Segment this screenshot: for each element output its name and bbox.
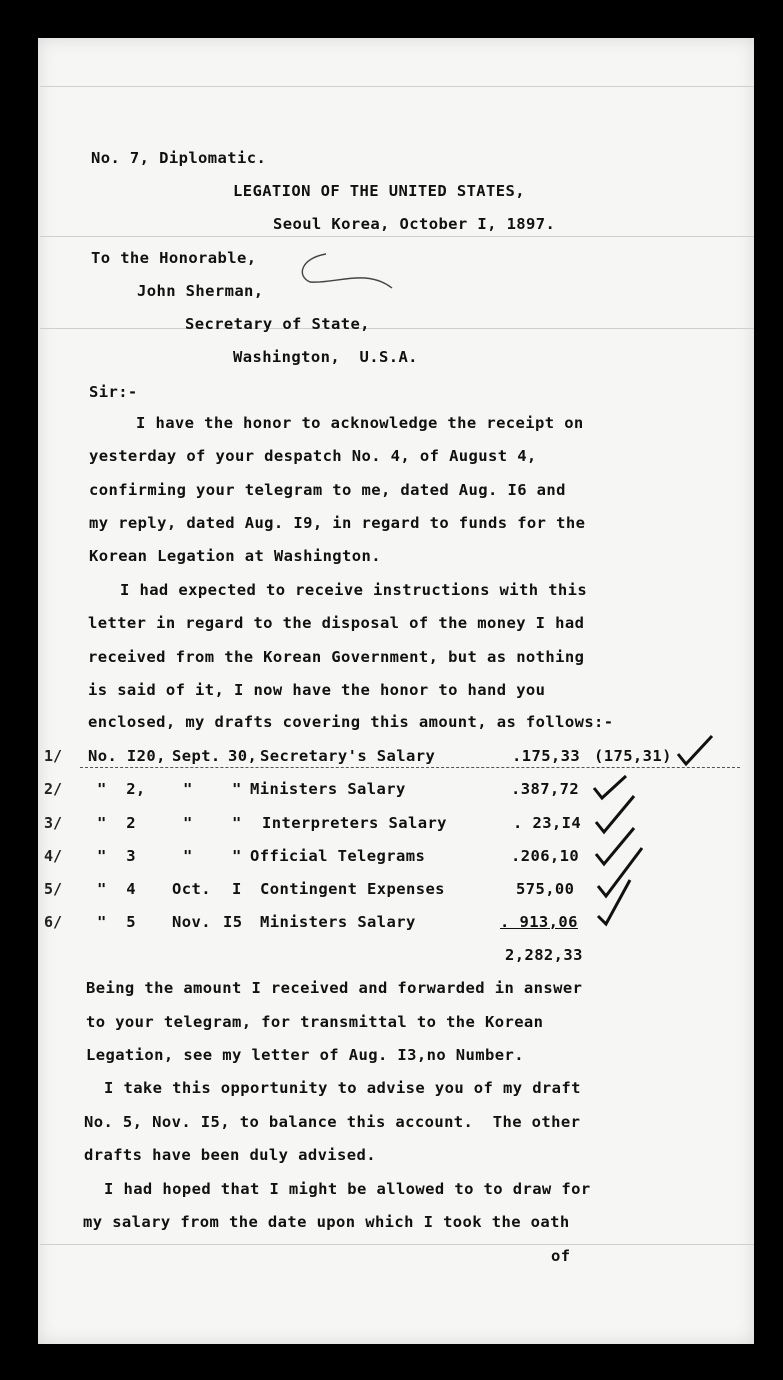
address-line: Washington, U.S.A.: [233, 348, 418, 366]
paragraph-line: is said of it, I now have the honor to hand you: [88, 681, 546, 699]
paragraph-line: enclosed, my drafts covering this amount, as follows:-: [88, 713, 614, 731]
check-icon: [598, 848, 642, 896]
draft-number: " 2,: [97, 780, 146, 798]
place-date: Seoul Korea, October I, 1897.: [273, 215, 556, 233]
draft-number: " 5: [97, 913, 136, 931]
paragraph-line: I had expected to receive instructions with this: [120, 581, 588, 599]
address-line: To the Honorable,: [91, 249, 257, 267]
draft-day: ": [232, 814, 242, 832]
paper-rule: [40, 1244, 754, 1245]
draft-month: ": [183, 847, 193, 865]
check-icon: [596, 796, 634, 832]
paper-rule: [40, 236, 754, 237]
paragraph-line: letter in regard to the disposal of the money I had: [88, 614, 585, 632]
draft-month: ": [183, 780, 193, 798]
paragraph-line: my salary from the date upon which I took the oath: [83, 1213, 570, 1231]
draft-margin-mark: 4/: [44, 847, 63, 865]
paragraph-line: I have the honor to acknowledge the receipt on: [136, 414, 584, 432]
draft-description: Secretary's Salary: [260, 747, 436, 765]
paragraph-line: I take this opportunity to advise you of my draft: [104, 1079, 581, 1097]
draft-amount: .387,72: [511, 780, 580, 798]
paragraph-line: yesterday of your despatch No. 4, of August 4,: [89, 447, 537, 465]
paragraph-line: confirming your telegram to me, dated Aug. I6 and: [89, 481, 566, 499]
draft-description: Ministers Salary: [250, 780, 406, 798]
draft-number: " 2: [97, 814, 136, 832]
draft-description: Ministers Salary: [260, 913, 416, 931]
paragraph-line: I had hoped that I might be allowed to to draw for: [104, 1180, 591, 1198]
draft-month: Sept.: [172, 747, 221, 765]
check-icon: [594, 776, 626, 798]
draft-day: I5: [223, 913, 243, 931]
paragraph-line: Being the amount I received and forwarded in answer: [86, 979, 583, 997]
draft-margin-mark: 2/: [44, 780, 63, 798]
check-marks: [590, 730, 720, 930]
check-icon: [678, 736, 712, 764]
catchword: of: [551, 1247, 571, 1265]
draft-description: Interpreters Salary: [262, 814, 447, 832]
draft-day: ": [232, 847, 242, 865]
draft-month: ": [183, 814, 193, 832]
draft-month: Nov.: [172, 913, 211, 931]
address-line: John Sherman,: [137, 282, 264, 300]
draft-number: No. I20,: [88, 747, 166, 765]
paper-rule: [40, 328, 754, 329]
draft-month: Oct.: [172, 880, 211, 898]
draft-margin-mark: 3/: [44, 814, 63, 832]
draft-total: 2,282,33: [505, 946, 583, 964]
draft-amount: .175,33: [512, 747, 581, 765]
paragraph-line: to your telegram, for transmittal to the Korean: [86, 1013, 544, 1031]
paragraph-line: No. 5, Nov. I5, to balance this account. The other: [84, 1113, 581, 1131]
paper-rule: [40, 86, 754, 87]
pencil-scribble: [296, 246, 406, 296]
draft-amount: .206,10: [511, 847, 580, 865]
paragraph-line: my reply, dated Aug. I9, in regard to funds for the: [89, 514, 586, 532]
draft-day: I: [232, 880, 242, 898]
check-icon: [596, 828, 634, 864]
legation-heading: LEGATION OF THE UNITED STATES,: [233, 182, 525, 200]
draft-amount: 575,00: [516, 880, 575, 898]
dispatch-number: No. 7, Diplomatic.: [91, 149, 267, 167]
draft-amount: . 913,06: [500, 913, 578, 931]
draft-number: " 4: [97, 880, 136, 898]
draft-day: 30,: [228, 747, 258, 765]
draft-number: " 3: [97, 847, 136, 865]
draft-correction-note: (175,31): [594, 747, 672, 765]
paragraph-line: Korean Legation at Washington.: [89, 547, 381, 565]
draft-description: Contingent Expenses: [260, 880, 445, 898]
address-line: Secretary of State,: [185, 315, 370, 333]
paragraph-line: received from the Korean Government, but as nothing: [88, 648, 585, 666]
draft-margin-mark: 1/: [44, 747, 63, 765]
draft-margin-mark: 6/: [44, 913, 63, 931]
paragraph-line: drafts have been duly advised.: [84, 1146, 376, 1164]
draft-amount: . 23,I4: [513, 814, 582, 832]
draft-day: ": [232, 780, 242, 798]
salutation: Sir:-: [89, 383, 138, 401]
draft-description: Official Telegrams: [250, 847, 426, 865]
draft-margin-mark: 5/: [44, 880, 63, 898]
paragraph-line: Legation, see my letter of Aug. I3,no Number.: [86, 1046, 524, 1064]
